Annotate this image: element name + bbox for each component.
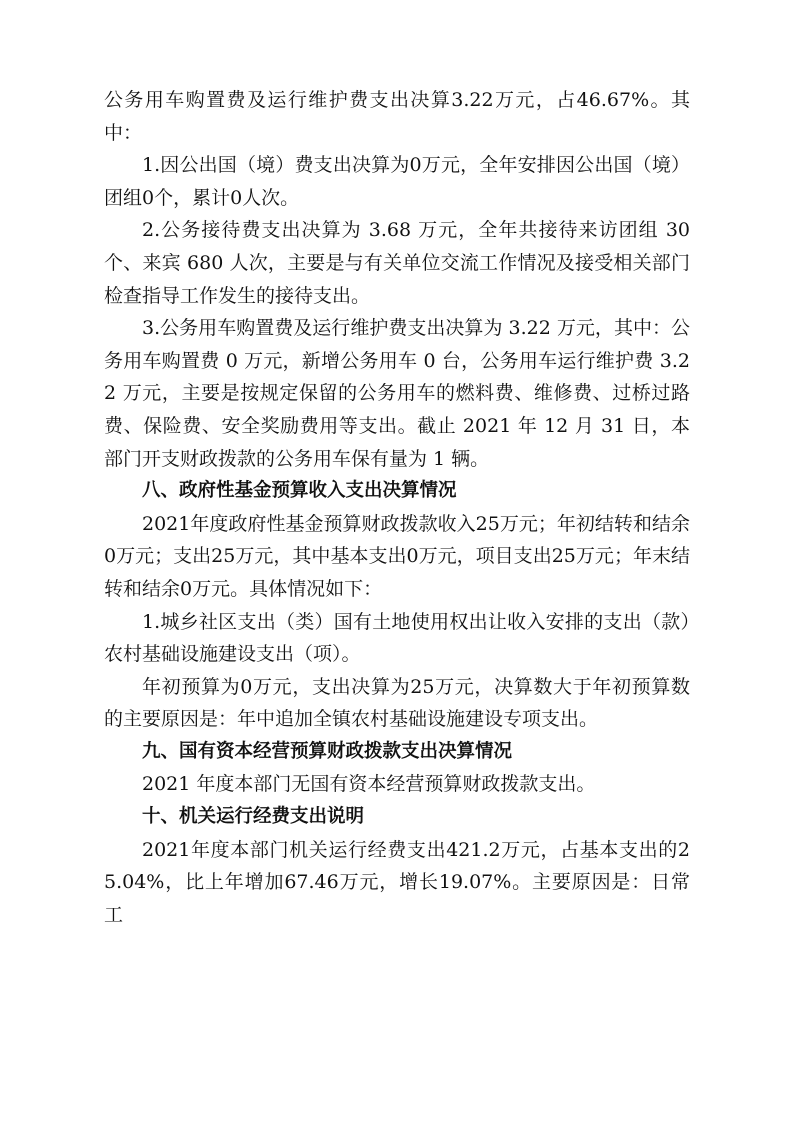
section-heading-state-capital: 九、国有资本经营预算财政拨款支出决算情况 xyxy=(142,740,513,762)
document-body xyxy=(104,84,690,931)
paragraph-state-capital: 2021 年度本部门无国有资本经营预算财政拨款支出。 xyxy=(142,773,596,796)
section-heading-operating-expenses: 十、机关运行经费支出说明 xyxy=(142,806,365,828)
paragraph-fund-item: 1.城乡社区支出（类）国有土地使用权出让收入安排的支出（款）农村基础设施建设支出（项）。 xyxy=(104,610,690,666)
paragraph-fund-overview: 2021年度政府性基金预算财政拨款收入25万元；年初结转和结余0万元；支出25万元，其中基本支出0万元，项目支出25万元；年末结转和结余0万元。具体情况如下： xyxy=(104,512,690,600)
paragraph-operating-expenses: 2021年度本部门机关运行经费支出421.2万元，占基本支出的25.04%，比上年增加67.46万元，增长19.07%。主要原因是：日常工 xyxy=(104,838,690,926)
section-heading-government-fund: 八、政府性基金预算收入支出决算情况 xyxy=(142,480,457,502)
paragraph-reception: 2.公务接待费支出决算为 3.68 万元，全年共接待来访团组 30 个、来宾 680 人次，主要是与有关单位交流工作情况及接受相关部门检查指导工作发生的接待支出。 xyxy=(104,219,690,307)
paragraph-fund-explanation: 年初预算为0万元，支出决算为25万元，决算数大于年初预算数的主要原因是：年中追加全镇农村基础设施建设专项支出。 xyxy=(104,675,690,731)
paragraph-vehicle-detail: 3.公务用车购置费及运行维护费支出决算为 3.22 万元，其中：公务用车购置费 0 万元，新增公务用车 0 台，公务用车运行维护费 3.22 万元，主要是按规定保留的公务用车的燃料费、维修费、过桥过路费、保险费、安全奖励费用等支出。截止 2021 年 12 月 31 日，本部门开支财政拨款的公务用车保有量为 1 辆。 xyxy=(104,317,690,470)
paragraph-vehicle-summary: 公务用车购置费及运行维护费支出决算3.22万元，占46.67%。其中： xyxy=(104,89,690,144)
paragraph-overseas-travel: 1.因公出国（境）费支出决算为0万元，全年安排因公出国（境）团组0个，累计0人次。 xyxy=(104,154,690,209)
